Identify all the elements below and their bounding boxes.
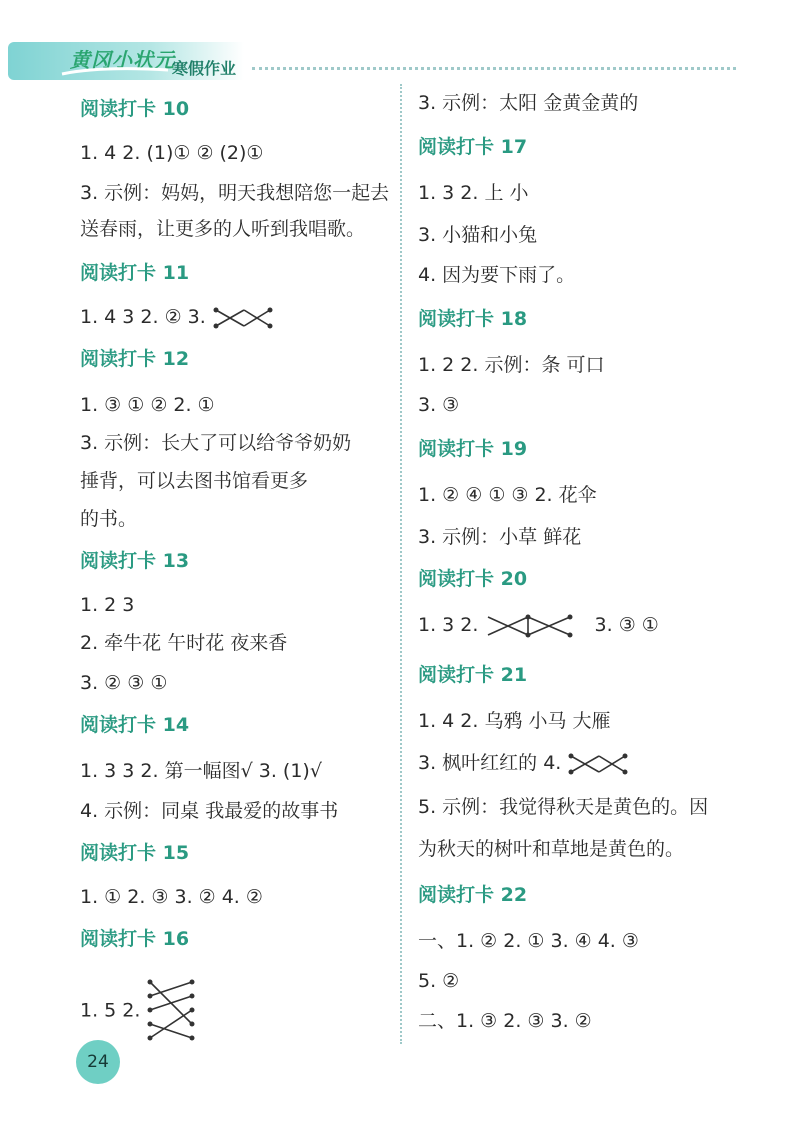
section-heading: 阅读打卡 17 [418,136,528,158]
answer-line: 捶背，可以去图书馆看更多 [80,470,309,492]
section-heading: 阅读打卡 13 [80,550,190,572]
answer-line: 3. ② ③ ① [80,672,168,694]
matching-lines-icon [567,752,629,776]
answer-line: 1. 4 2. 乌鸦 小马 大雁 [418,710,611,732]
answer-line: 送春雨，让更多的人听到我唱歌。 [80,218,366,240]
answer-line: 3. 示例：小草 鲜花 [418,526,582,548]
answer-text: 3. ③ ① [594,614,659,636]
section-heading: 阅读打卡 19 [418,438,528,460]
answer-line: 3. 示例：长大了可以给爷爷奶奶 [80,432,352,454]
answer-line: 4. 因为要下雨了。 [418,264,576,286]
answer-line: 1. 4 2. (1)① ② (2)① [80,142,264,164]
brand-logo: 黄冈小状元 [70,48,175,72]
answer-line [80,304,274,330]
answer-text: 1. 3 2. [418,614,479,636]
answer-line: 1. 2 3 [80,594,135,616]
section-heading: 阅读打卡 15 [80,842,190,864]
answer-line: 2. 牵牛花 午时花 夜来香 [80,632,288,654]
page-header [0,0,800,90]
answer-line: 1. ② ④ ① ③ 2. 花伞 [418,484,597,506]
section-heading: 阅读打卡 18 [418,308,528,330]
answer-line: 二、1. ③ 2. ③ 3. ② [418,1010,592,1032]
section-heading: 阅读打卡 10 [80,98,190,120]
section-heading: 阅读打卡 14 [80,714,190,736]
matching-lines-icon [212,306,274,330]
section-heading: 阅读打卡 20 [418,568,528,590]
answer-line: 5. ② [418,970,460,992]
answer-line: 3. 示例：妈妈，明天我想陪您一起去 [80,182,390,204]
answer-line: 3. ③ [418,394,460,416]
header-subtitle: 寒假作业 [172,59,237,78]
answer-line [418,750,629,776]
answer-line: 1. ① 2. ③ 3. ② 4. ② [80,886,263,908]
section-heading: 阅读打卡 12 [80,348,190,370]
answer-line: 5. 示例：我觉得秋天是黄色的。因 [418,796,709,818]
page-number-badge [76,1040,120,1084]
answer-line: 3. 小猫和小兔 [418,224,538,246]
section-heading: 阅读打卡 22 [418,884,528,906]
header-dotted-rule [252,67,736,70]
answer-text: 3. 枫叶红红的 4. [418,752,562,774]
answer-line: 3. 示例：太阳 金黄金黄的 [418,92,639,114]
section-heading: 阅读打卡 11 [80,262,190,284]
answer-text: 1. 5 2. [80,999,141,1022]
section-heading: 阅读打卡 16 [80,928,190,950]
answer-line [80,978,196,1044]
answer-line: 一、1. ② 2. ① 3. ④ 4. ③ [418,930,639,952]
answer-line: 1. ③ ① ② 2. ① [80,394,215,416]
answer-text: 1. 4 3 2. ② 3. [80,306,206,328]
answer-line: 的书。 [80,508,138,530]
answer-line: 1. 3 3 2. 第一幅图√ 3. (1)√ [80,760,322,782]
answer-line: 1. 3 2. 上 小 [418,182,529,204]
matching-lines-icon [146,978,196,1044]
page-number: 24 [87,1052,109,1072]
column-divider [400,84,402,1044]
answer-line: 4. 示例：同桌 我最爱的故事书 [80,800,339,822]
logo-swoosh-icon [60,64,170,78]
matching-lines-icon [484,613,574,639]
answer-line [418,612,659,639]
answer-line: 为秋天的树叶和草地是黄色的。 [418,838,685,860]
answer-line: 1. 2 2. 示例：条 可口 [418,354,605,376]
section-heading: 阅读打卡 21 [418,664,528,686]
